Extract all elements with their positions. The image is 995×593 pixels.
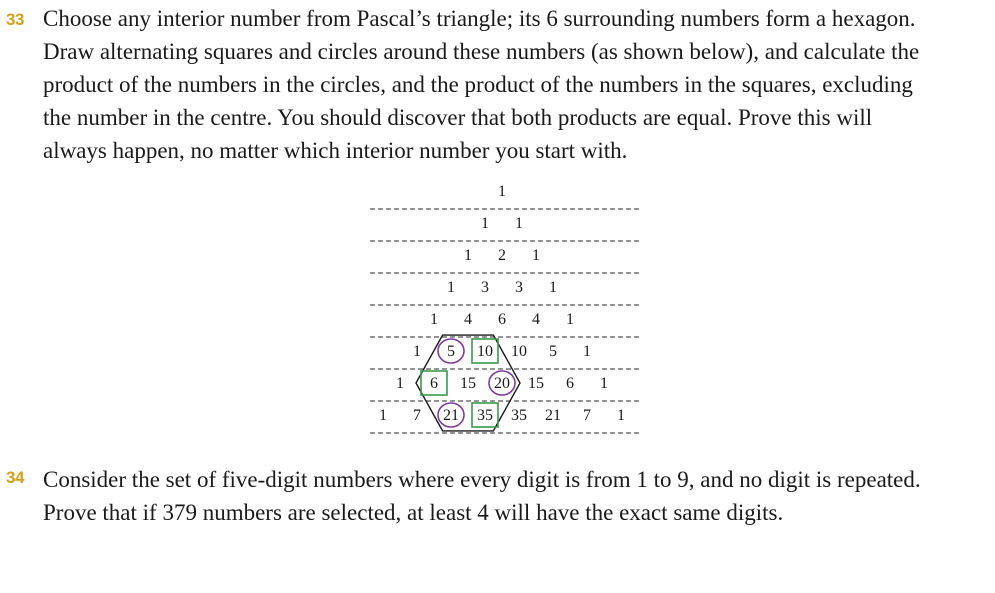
question-text (43, 2, 991, 167)
pascal-triangle-figure (360, 176, 650, 444)
pascal-number: 1 (515, 215, 523, 232)
pascal-number: 35 (511, 407, 527, 424)
pascal-number: 6 (566, 375, 574, 392)
pascal-number: 6 (430, 375, 438, 392)
pascal-number: 20 (494, 375, 510, 392)
pascal-number: 10 (477, 343, 493, 360)
pascal-number: 7 (413, 407, 421, 424)
pascal-triangle-diagram (360, 176, 650, 444)
pascal-number: 35 (477, 407, 493, 424)
pascal-number: 1 (464, 247, 472, 264)
text-line: Choose any interior number from Pascal’s triangle; its 6 surrounding numbers form a hexagon. (43, 6, 916, 31)
pascal-number: 4 (532, 311, 540, 328)
pascal-number: 21 (443, 407, 459, 424)
question-text (43, 463, 991, 529)
pascal-number: 1 (600, 375, 608, 392)
pascal-number: 15 (528, 375, 544, 392)
text-line: the number in the centre. You should discover that both products are equal. Prove this will (43, 105, 873, 130)
pascal-number: 5 (549, 343, 557, 360)
pascal-number: 2 (498, 247, 506, 264)
text-line: product of the numbers in the circles, and the product of the numbers in the squares, excluding (43, 72, 913, 97)
pascal-number: 15 (460, 375, 476, 392)
text-line: Draw alternating squares and circles around these numbers (as shown below), and calculate the (43, 39, 920, 64)
pascal-number: 1 (532, 247, 540, 264)
pascal-number: 6 (498, 311, 506, 328)
pascal-number: 10 (511, 343, 527, 360)
pascal-number: 1 (583, 343, 591, 360)
pascal-number: 3 (481, 279, 489, 296)
pascal-number: 4 (464, 311, 472, 328)
pascal-number: 3 (515, 279, 523, 296)
pascal-number: 1 (430, 311, 438, 328)
pascal-number: 1 (481, 215, 489, 232)
pascal-number: 7 (583, 407, 591, 424)
text-line: Consider the set of five-digit numbers where every digit is from 1 to 9, and no digit is repeated. (43, 467, 921, 492)
pascal-number: 1 (379, 407, 387, 424)
text-line: always happen, no matter which interior number you start with. (43, 138, 628, 163)
pascal-number: 1 (396, 375, 404, 392)
pascal-number: 5 (447, 343, 455, 360)
pascal-number: 1 (549, 279, 557, 296)
pascal-number: 21 (545, 407, 561, 424)
text-line: Prove that if 379 numbers are selected, at least 4 will have the exact same digits. (43, 500, 784, 525)
pascal-number: 1 (413, 343, 421, 360)
pascal-number: 1 (447, 279, 455, 296)
pascal-number: 1 (566, 311, 574, 328)
question-number: 34 (6, 468, 24, 487)
pascal-number: 1 (617, 407, 625, 424)
pascal-number: 1 (498, 183, 506, 200)
question-number: 33 (6, 10, 24, 29)
